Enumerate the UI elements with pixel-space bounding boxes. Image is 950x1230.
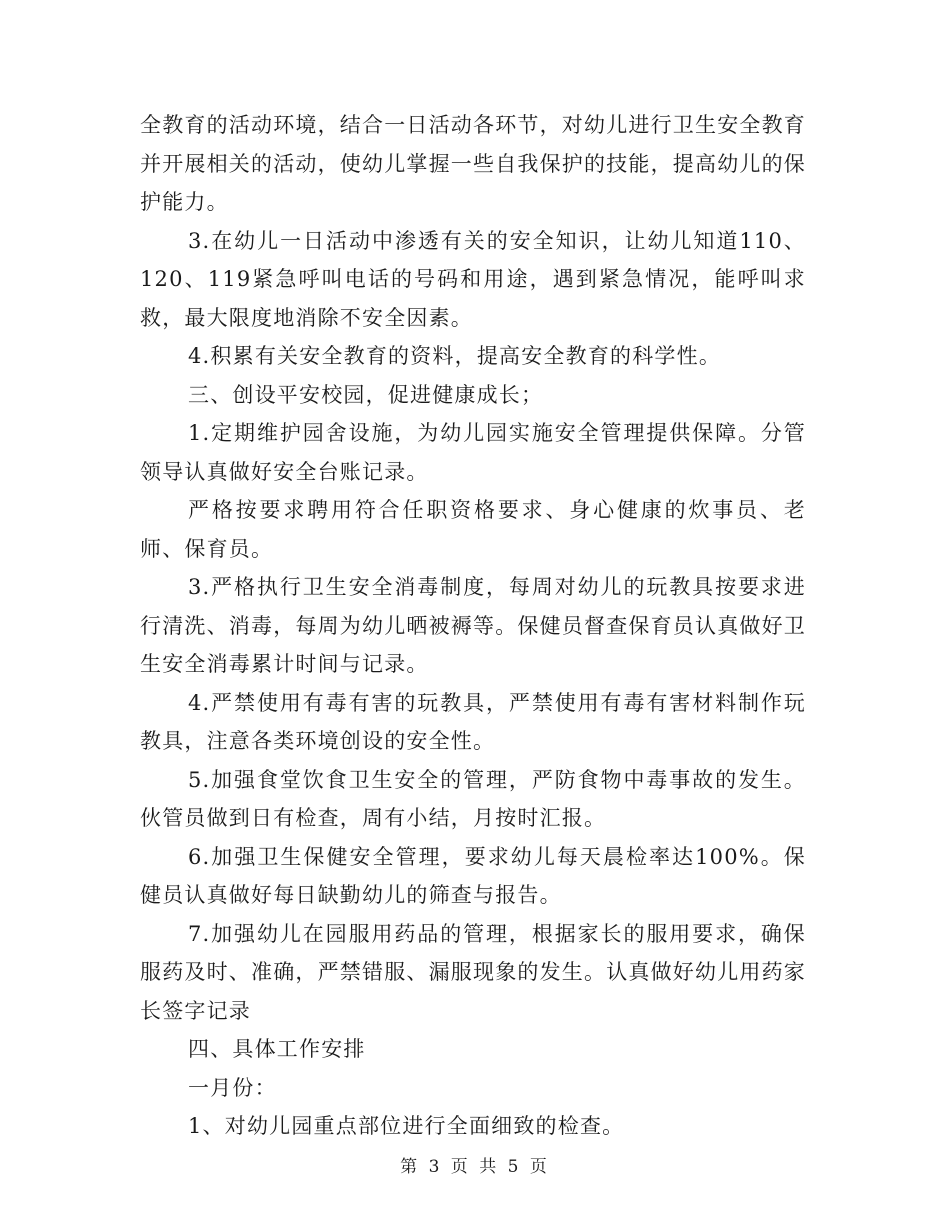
paragraph-item-4b: 4.严禁使用有毒有害的玩教具，严禁使用有毒有害材料制作玩教具，注意各类环境创设的安全性。 [140, 690, 806, 753]
subheading-january: 一月份： [188, 1075, 277, 1100]
document-body [140, 106, 806, 1146]
paragraph-item-5: 5.加强食堂饮食卫生安全的管理，严防食物中毒事故的发生。伙管员做到日有检查，周有小结，月按时汇报。 [140, 767, 806, 830]
section-heading-4: 四、具体工作安排 [188, 1037, 366, 1061]
paragraph-item-6: 6.加强卫生保健安全管理，要求幼儿每天晨检率达100%。保健员认真做好每日缺勤幼儿的筛查与报告。 [140, 844, 806, 907]
paragraph-item-4: 4.积累有关安全教育的资料，提高安全教育的科学性。 [188, 344, 722, 368]
paragraph-item-1: 1.定期维护园舍设施，为幼儿园实施安全管理提供保障。分管领导认真做好安全台账记录。 [140, 421, 806, 484]
paragraph-continuation: 全教育的活动环境，结合一日活动各环节，对幼儿进行卫生安全教育并开展相关的活动，使幼儿掌握一些自我保护的技能，提高幼儿的保护能力。 [140, 113, 806, 214]
paragraph-item-7: 7.加强幼儿在园服用药品的管理，根据家长的服用要求，确保服药及时、准确，严禁错服、漏服现象的发生。认真做好幼儿用药家长签字记录 [140, 921, 806, 1023]
paragraph-item-3: 3.在幼儿一日活动中渗透有关的安全知识，让幼儿知道110、120、119紧急呼叫电话的号码和用途，遇到紧急情况，能呼叫求救，最大限度地消除不安全因素。 [140, 228, 806, 330]
paragraph-item-3b: 3.严格执行卫生安全消毒制度，每周对幼儿的玩教具按要求进行清洗、消毒，每周为幼儿晒被褥等。保健员督查保育员认真做好卫生安全消毒累计时间与记录。 [140, 575, 806, 676]
page-footer: 第 3 页 共 5 页 [400, 1157, 550, 1177]
section-heading-3: 三、创设平安校园，促进健康成长； [188, 382, 544, 407]
paragraph-item-2: 严格按要求聘用符合任职资格要求、身心健康的炊事员、老师、保育员。 [140, 498, 806, 561]
paragraph-january-item-1: 1、对幼儿园重点部位进行全面细致的检查。 [188, 1114, 625, 1138]
